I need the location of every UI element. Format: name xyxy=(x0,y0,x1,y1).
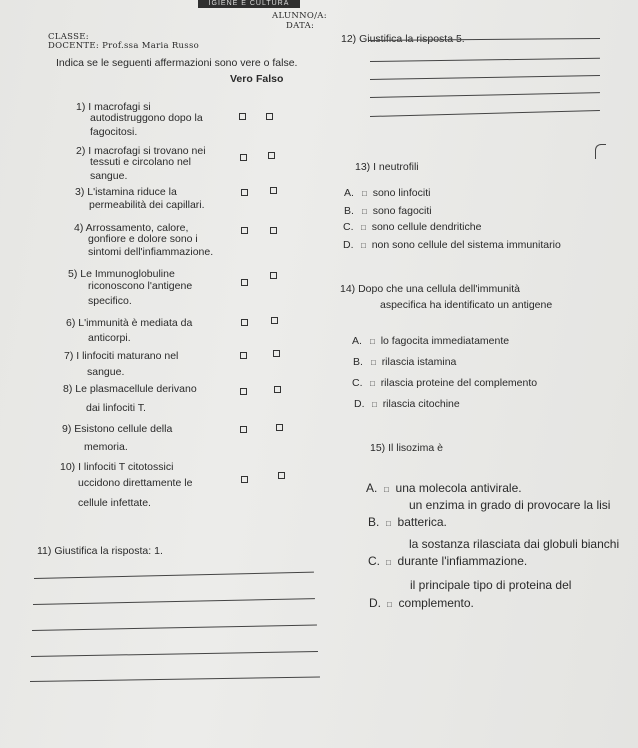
q15-option-a-letter: A. xyxy=(366,481,378,495)
q14-option-c[interactable] xyxy=(352,377,537,390)
q13-option-b[interactable] xyxy=(344,205,432,218)
q15-option-b[interactable] xyxy=(368,515,447,531)
q14-option-d-checkbox[interactable]: □ xyxy=(372,400,377,409)
q13-option-d[interactable] xyxy=(343,239,561,252)
tf-item-1-l1: 1) I macrofagi si xyxy=(76,101,151,113)
tf-9-false-checkbox[interactable] xyxy=(276,424,283,431)
q14-option-a-letter: A. xyxy=(352,335,362,347)
q14-option-c-checkbox[interactable]: □ xyxy=(370,379,375,388)
q11-answer-line-2[interactable] xyxy=(33,598,315,605)
tf-col-true: Vero xyxy=(230,73,253,85)
tf-8-true-checkbox[interactable] xyxy=(240,388,247,395)
tf-6-true-checkbox[interactable] xyxy=(241,319,248,326)
q13-option-c-letter: C. xyxy=(343,221,354,233)
tf-3-false-checkbox[interactable] xyxy=(270,187,277,194)
q13-option-d-letter: D. xyxy=(343,239,354,251)
tf-1-true-checkbox[interactable] xyxy=(239,113,246,120)
q15-option-b-text-2: batterica. xyxy=(397,515,447,529)
tf-7-false-checkbox[interactable] xyxy=(273,350,280,357)
q13-option-b-checkbox[interactable]: □ xyxy=(362,207,367,216)
tf-5-true-checkbox[interactable] xyxy=(241,279,248,286)
q11-answer-line-3[interactable] xyxy=(32,625,317,631)
q15-option-d-text-2: complemento. xyxy=(398,596,474,610)
q15-option-c[interactable] xyxy=(368,554,527,570)
tf-item-8-l2: dai linfociti T. xyxy=(86,402,146,414)
tf-item-2-l1: 2) I macrofagi si trovano nei xyxy=(76,145,206,157)
tf-item-10-l2: uccidono direttamente le xyxy=(78,477,193,489)
q13-option-a-text: sono linfociti xyxy=(372,187,431,199)
tf-9-true-checkbox[interactable] xyxy=(240,426,247,433)
q15-option-c-text-2: durante l'infiammazione. xyxy=(397,554,528,568)
q14-option-d[interactable] xyxy=(354,398,460,411)
tf-item-3-l1: 3) L'istamina riduce la xyxy=(75,186,177,198)
tf-instruction: Indica se le seguenti affermazioni sono vere o false. xyxy=(56,57,298,69)
q15-option-a[interactable] xyxy=(366,481,522,497)
q11-answer-line-4[interactable] xyxy=(31,651,318,657)
q14-option-a-text: lo fagocita immediatamente xyxy=(380,335,510,347)
q12-answer-line-5[interactable] xyxy=(370,110,600,117)
q14-option-a[interactable] xyxy=(352,335,509,348)
q13-label: 13) I neutrofili xyxy=(355,161,419,173)
q15-option-a-checkbox[interactable]: □ xyxy=(384,485,389,494)
q14-option-d-letter: D. xyxy=(354,398,365,410)
tf-item-2-l2: tessuti e circolano nel xyxy=(90,156,191,168)
tf-1-false-checkbox[interactable] xyxy=(266,113,273,120)
q12-answer-line-3[interactable] xyxy=(370,75,600,80)
q12-answer-line-2[interactable] xyxy=(370,58,600,62)
q14-label-line-1: 14) Dopo che una cellula dell'immunità xyxy=(340,283,521,295)
q15-option-b-checkbox[interactable]: □ xyxy=(386,519,391,528)
tf-item-7-l1: 7) I linfociti maturano nel xyxy=(64,350,179,362)
tf-10-true-checkbox[interactable] xyxy=(241,476,248,483)
q11-label: 11) Giustifica la risposta: 1. xyxy=(37,545,163,557)
q12-line-curl xyxy=(595,144,606,159)
q13-option-c[interactable] xyxy=(343,221,481,234)
q11-answer-line-1[interactable] xyxy=(34,572,314,579)
tf-item-10-l1: 10) I linfociti T citotossici xyxy=(60,461,174,473)
tf-col-false: Falso xyxy=(256,73,284,85)
alunno-label: ALUNNO/A: xyxy=(272,11,327,21)
tf-item-5-l1: 5) Le Immunoglobuline xyxy=(68,268,175,280)
tf-item-4-l2: gonfiore e dolore sono i xyxy=(88,233,198,245)
tf-item-5-l2: riconoscono l'antigene xyxy=(88,280,193,292)
tf-4-true-checkbox[interactable] xyxy=(241,227,248,234)
q15-option-d-text-1: il principale tipo di proteina del xyxy=(410,578,572,592)
q14-option-c-letter: C. xyxy=(352,377,363,389)
q15-option-b-text-1: un enzima in grado di provocare la lisi xyxy=(409,498,611,512)
q15-option-d-letter: D. xyxy=(369,596,381,610)
q13-option-c-text: sono cellule dendritiche xyxy=(371,221,482,233)
tf-5-false-checkbox[interactable] xyxy=(270,272,277,279)
q14-option-b-text: rilascia istamina xyxy=(381,356,457,368)
q15-option-c-checkbox[interactable]: □ xyxy=(386,558,391,567)
data-label: DATA: xyxy=(286,21,315,31)
tf-7-true-checkbox[interactable] xyxy=(240,352,247,359)
tf-item-1-l3: fagocitosi. xyxy=(90,126,138,138)
q14-option-b[interactable] xyxy=(353,356,456,369)
q15-option-a-text: una molecola antivirale. xyxy=(395,481,522,495)
q15-option-d[interactable] xyxy=(369,596,474,612)
tf-2-true-checkbox[interactable] xyxy=(240,154,247,161)
q13-option-d-checkbox[interactable]: □ xyxy=(361,241,366,250)
q14-label-line-2: aspecifica ha identificato un antigene xyxy=(380,299,553,311)
tf-2-false-checkbox[interactable] xyxy=(268,152,275,159)
tf-item-7-l2: sangue. xyxy=(87,366,125,378)
q13-option-b-letter: B. xyxy=(344,205,354,217)
q14-option-d-text: rilascia citochine xyxy=(382,398,460,410)
q12-label: 12) Giustifica la risposta 5. xyxy=(341,33,465,45)
q13-option-c-checkbox[interactable]: □ xyxy=(361,223,366,232)
q14-option-b-letter: B. xyxy=(353,356,363,368)
tf-item-5-l3: specifico. xyxy=(88,295,132,307)
q15-option-c-letter: C. xyxy=(368,554,380,568)
docente-label: DOCENTE: Prof.ssa Maria Russo xyxy=(48,41,200,51)
q13-option-b-text: sono fagociti xyxy=(372,205,432,217)
classe-label: CLASSE: xyxy=(48,32,89,42)
q14-option-b-checkbox[interactable]: □ xyxy=(371,358,376,367)
q14-option-c-text: rilascia proteine del complemento xyxy=(380,377,538,389)
tf-item-3-l2: permeabilità dei capillari. xyxy=(89,199,205,211)
q11-answer-line-5[interactable] xyxy=(30,676,320,682)
q13-option-a-letter: A. xyxy=(344,187,354,199)
q13-option-d-text: non sono cellule del sistema immunitario xyxy=(371,239,561,251)
q15-option-c-text-1: la sostanza rilasciata dai globuli bianchi xyxy=(409,537,620,551)
tf-item-4-l1: 4) Arrossamento, calore, xyxy=(74,222,189,234)
tf-item-1-l2: autodistruggono dopo la xyxy=(90,112,203,124)
q13-option-a[interactable] xyxy=(344,187,430,200)
tf-item-9-l2: memoria. xyxy=(84,441,128,453)
tf-8-false-checkbox[interactable] xyxy=(274,386,281,393)
tf-item-4-l3: sintomi dell'infiammazione. xyxy=(88,246,214,258)
top-strip: IGIENE E CULTURA xyxy=(198,0,300,8)
tf-item-8-l1: 8) Le plasmacellule derivano xyxy=(63,383,197,395)
q14-option-a-checkbox[interactable]: □ xyxy=(370,337,375,346)
q15-option-d-checkbox[interactable]: □ xyxy=(387,600,392,609)
q15-option-b-letter: B. xyxy=(368,515,380,529)
q12-answer-line-4[interactable] xyxy=(370,92,600,98)
tf-item-10-l3: cellule infettate. xyxy=(78,497,151,509)
tf-6-false-checkbox[interactable] xyxy=(271,317,278,324)
tf-10-false-checkbox[interactable] xyxy=(278,472,285,479)
q13-option-a-checkbox[interactable]: □ xyxy=(362,189,367,198)
tf-item-6-l1: 6) L'immunità è mediata da xyxy=(66,317,193,329)
tf-3-true-checkbox[interactable] xyxy=(241,189,248,196)
q15-label: 15) Il lisozima è xyxy=(370,442,443,454)
tf-4-false-checkbox[interactable] xyxy=(270,227,277,234)
tf-item-6-l2: anticorpi. xyxy=(88,332,131,344)
tf-item-9-l1: 9) Esistono cellule della xyxy=(62,423,173,435)
tf-item-2-l3: sangue. xyxy=(90,170,128,182)
